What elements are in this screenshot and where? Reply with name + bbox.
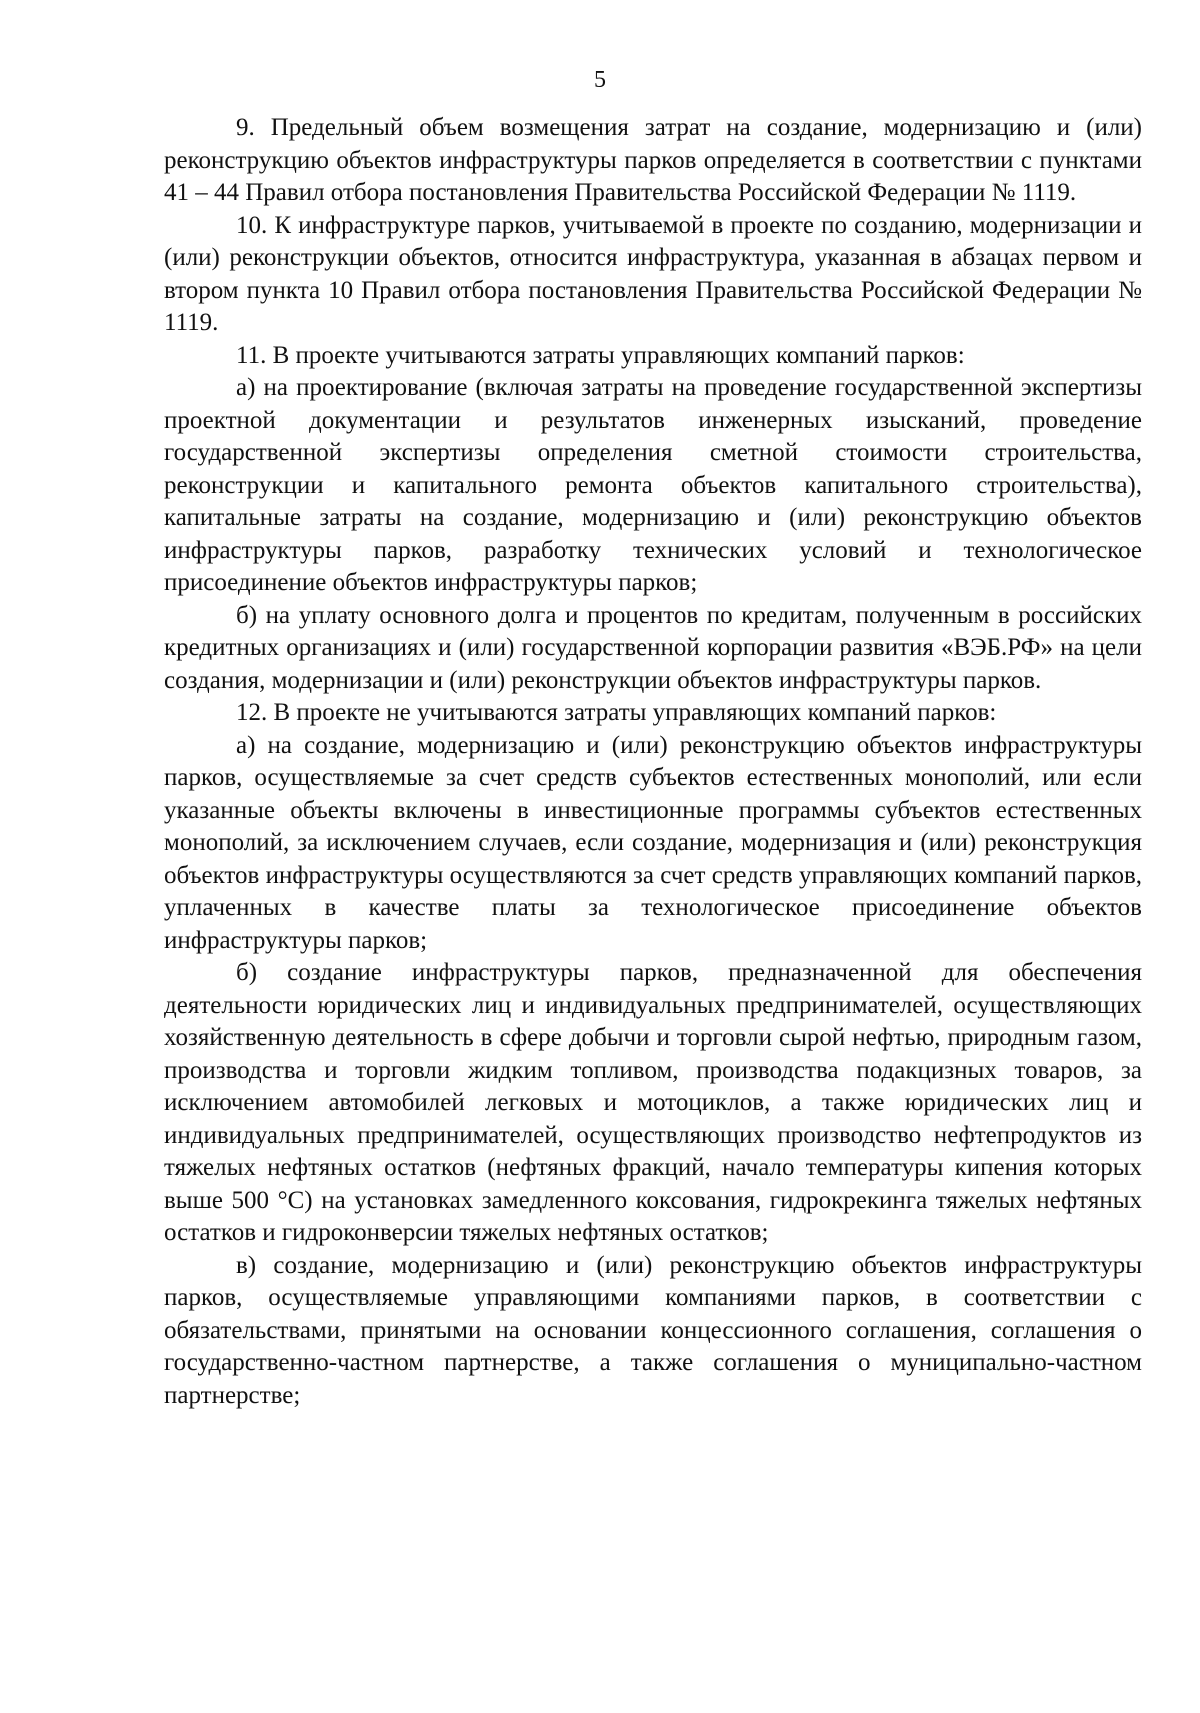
- document-body: [164, 112, 1142, 1412]
- page-number: 5: [594, 67, 606, 93]
- paragraph-11: 11. В проекте учитываются затраты управляющих компаний парков:: [236, 341, 965, 369]
- paragraph-12-a: а) на создание, модернизацию и (или) реконструкцию объектов инфраструктуры парков, осуществляемые за счет средств субъектов естественных монополий, или если указанные объекты включены в инвестиционные программы субъектов естественных монополий, за исключением случаев, если создание, модернизация и (или) реконструкция объектов инфраструктуры осуществляются за счет средств управляющих компаний парков, уплаченных в качестве платы за технологическое присоединение объектов инфраструктуры парков;: [164, 731, 1142, 954]
- paragraph-11-a: а) на проектирование (включая затраты на проведение государственной экспертизы проектной документации и результатов инженерных изысканий, проведение государственной экспертизы определения сметной стоимости строительства, реконструкции и капитального ремонта объектов капитального строительства), капитальные затраты на создание, модернизацию и (или) реконструкцию объектов инфраструктуры парков, разработку технических условий и технологическое присоединение объектов инфраструктуры парков;: [164, 374, 1142, 596]
- paragraph-11-b: б) на уплату основного долга и процентов по кредитам, полученным в российских кредитных организациях и (или) государственной корпорации развития «ВЭБ.РФ» на цели создания, модернизации и (или) реконструкции объектов инфраструктуры парков.: [164, 601, 1142, 694]
- paragraph-12: 12. В проекте не учитываются затраты управляющих компаний парков:: [236, 699, 997, 726]
- paragraph-12-v: в) создание, модернизацию и (или) реконструкцию объектов инфраструктуры парков, осуществляемые управляющими компаниями парков, в соответствии с обязательствами, принятыми на основании концессионного соглашения, соглашения о государственно-частном партнерстве, а также соглашения о муниципально-частном партнерстве;: [164, 1251, 1142, 1409]
- paragraph-9: 9. Предельный объем возмещения затрат на создание, модернизацию и (или) реконструкцию объектов инфраструктуры парков определяется в соответствии с пунктами 41 – 44 Правил отбора постановления Правительства Российской Федерации № 1119.: [164, 114, 1142, 206]
- paragraph-12-b: б) создание инфраструктуры парков, предназначенной для обеспечения деятельности юридических лиц и индивидуальных предпринимателей, осуществляющих хозяйственную деятельность в сфере добычи и торговли сырой нефтью, природным газом, производства и торговли жидким топливом, производства подакцизных товаров, за исключением автомобилей легковых и мотоциклов, а также юридических лиц и индивидуальных предпринимателей, осуществляющих производство нефтепродуктов из тяжелых нефтяных остатков (нефтяных фракций, начало температуры кипения которых выше 500 °С) на установках замедленного коксования, гидрокрекинга тяжелых нефтяных остатков и гидроконверсии тяжелых нефтяных остатков;: [164, 959, 1142, 1246]
- paragraph-10: 10. К инфраструктуре парков, учитываемой в проекте по созданию, модернизации и (или) реконструкции объектов, относится инфраструктура, указанная в абзацах первом и втором пункта 10 Правил отбора постановления Правительства Российской Федерации № 1119.: [164, 211, 1142, 336]
